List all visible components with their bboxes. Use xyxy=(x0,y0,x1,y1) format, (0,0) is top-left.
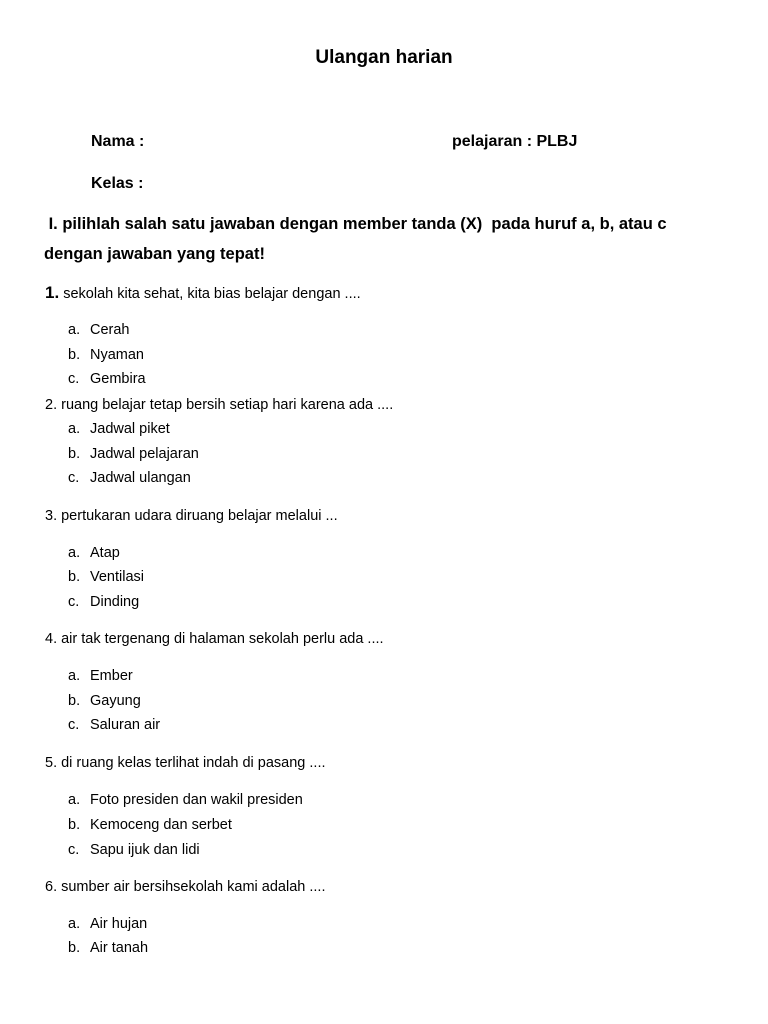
option-letter: b. xyxy=(68,569,81,585)
instruction-line-1: I. pilihlah salah satu jawaban dengan member tanda (X) pada huruf a, b, atau c xyxy=(44,215,667,233)
option-letter: a. xyxy=(68,545,81,561)
option-text: Foto presiden dan wakil presiden xyxy=(90,792,303,808)
option-text: Air hujan xyxy=(90,916,148,932)
option-4a xyxy=(68,668,133,684)
question-6 xyxy=(45,879,325,895)
option-letter: b. xyxy=(68,940,81,956)
question-text: di ruang kelas terlihat indah di pasang .... xyxy=(57,755,326,771)
question-5 xyxy=(45,755,326,771)
option-text: Ember xyxy=(90,668,133,684)
option-letter: c. xyxy=(68,717,80,733)
option-text: Ventilasi xyxy=(90,569,145,585)
question-4 xyxy=(45,631,384,647)
option-text: Jadwal piket xyxy=(90,421,170,437)
option-3a xyxy=(68,545,120,561)
option-text: Gembira xyxy=(90,371,146,387)
option-letter: a. xyxy=(68,322,81,338)
option-text: Jadwal ulangan xyxy=(90,470,191,486)
question-text: sumber air bersihsekolah kami adalah .... xyxy=(57,879,326,895)
option-6a xyxy=(68,916,147,932)
option-letter: c. xyxy=(68,371,80,387)
question-text: ruang belajar tetap bersih setiap hari karena ada .... xyxy=(57,397,394,413)
option-text: Jadwal pelajaran xyxy=(90,446,199,462)
option-letter: a. xyxy=(68,668,81,684)
option-letter: a. xyxy=(68,792,81,808)
question-1 xyxy=(45,283,361,303)
instruction xyxy=(44,209,734,269)
option-letter: b. xyxy=(68,347,81,363)
option-4b xyxy=(68,693,141,709)
nama-label: Nama : xyxy=(91,133,145,150)
option-text: Dinding xyxy=(90,594,140,610)
question-text: pertukaran udara diruang belajar melalui ... xyxy=(57,508,338,524)
question-3 xyxy=(45,508,338,524)
option-6b xyxy=(68,940,148,956)
question-number: 1. xyxy=(45,283,60,302)
option-letter: c. xyxy=(68,594,80,610)
kelas-label: Kelas : xyxy=(91,175,144,192)
question-text: sekolah kita sehat, kita bias belajar dengan .... xyxy=(59,286,361,302)
option-letter: b. xyxy=(68,446,81,462)
option-5c xyxy=(68,842,200,858)
option-3c xyxy=(68,594,139,610)
option-text: Nyaman xyxy=(90,347,144,363)
option-5b xyxy=(68,817,232,833)
option-2b xyxy=(68,446,199,462)
option-letter: c. xyxy=(68,470,80,486)
question-number: 6. xyxy=(45,879,58,895)
option-text: Air tanah xyxy=(90,940,149,956)
option-letter: c. xyxy=(68,842,80,858)
option-letter: a. xyxy=(68,421,81,437)
option-4c xyxy=(68,717,160,733)
question-number: 5. xyxy=(45,755,58,771)
option-1c xyxy=(68,371,146,387)
option-2a xyxy=(68,421,170,437)
option-text: Kemoceng dan serbet xyxy=(90,817,232,833)
option-1b xyxy=(68,347,144,363)
question-number: 4. xyxy=(45,631,58,647)
option-5a xyxy=(68,792,303,808)
option-text: Saluran air xyxy=(90,717,161,733)
option-3b xyxy=(68,569,144,585)
question-number: 2. xyxy=(45,397,58,413)
instruction-line-2: dengan jawaban yang tepat! xyxy=(44,245,265,263)
option-text: Gayung xyxy=(90,693,141,709)
option-1a xyxy=(68,322,130,338)
question-number: 3. xyxy=(45,508,58,524)
question-text: air tak tergenang di halaman sekolah perlu ada .... xyxy=(57,631,384,647)
pelajaran-label: pelajaran : PLBJ xyxy=(452,133,578,150)
page-title: Ulangan harian xyxy=(315,47,453,68)
option-letter: a. xyxy=(68,916,81,932)
option-text: Atap xyxy=(90,545,120,561)
option-text: Cerah xyxy=(90,322,130,338)
option-letter: b. xyxy=(68,817,81,833)
option-2c xyxy=(68,470,191,486)
question-2 xyxy=(45,397,393,413)
option-letter: b. xyxy=(68,693,81,709)
option-text: Sapu ijuk dan lidi xyxy=(90,842,200,858)
